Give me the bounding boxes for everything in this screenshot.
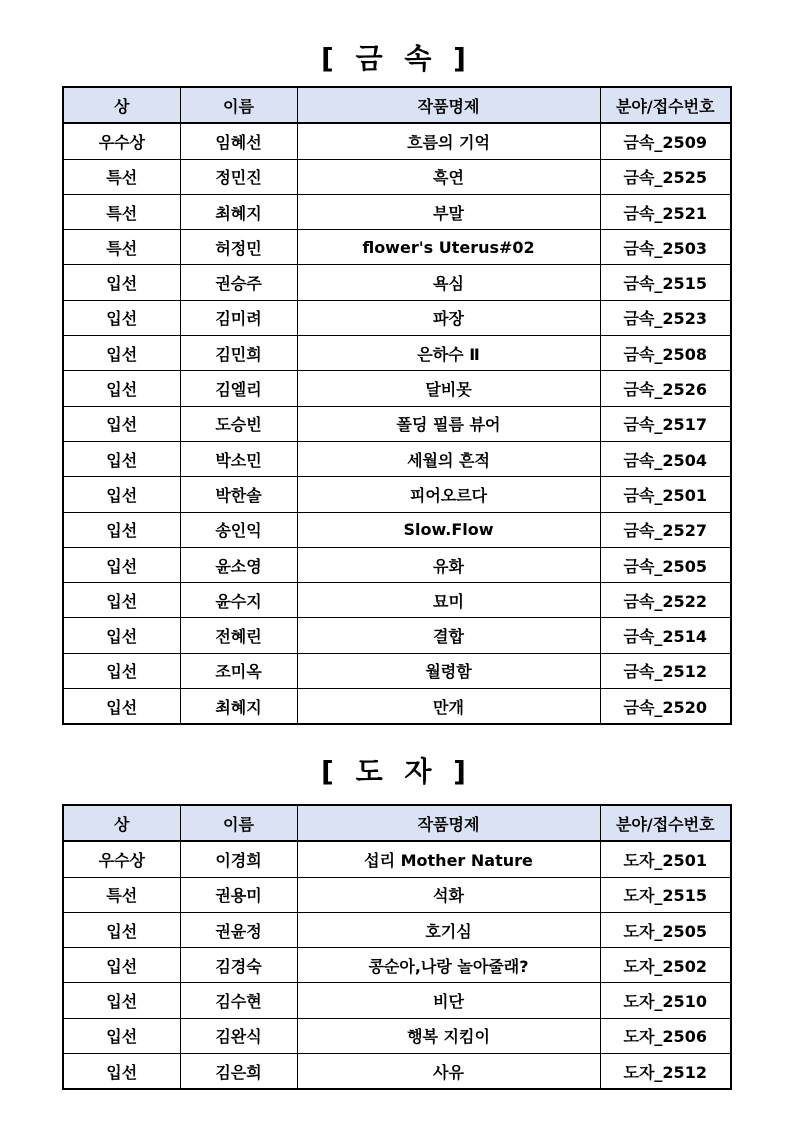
cell-work-title: 사유 — [297, 1054, 600, 1090]
cell-category-number: 금속_2527 — [600, 512, 731, 547]
cell-work-title: 흐름의 기억 — [297, 123, 600, 159]
cell-name: 임혜선 — [180, 123, 297, 159]
table-row — [63, 441, 731, 476]
cell-name: 송인익 — [180, 512, 297, 547]
cell-name: 김엘리 — [180, 371, 297, 406]
cell-category-number: 금속_2508 — [600, 336, 731, 371]
cell-work-title: 행복 지킴이 — [297, 1018, 600, 1053]
table-row — [63, 336, 731, 371]
cell-work-title: 세월의 흔적 — [297, 441, 600, 476]
cell-work-title: 피어오르다 — [297, 477, 600, 512]
table-row — [63, 912, 731, 947]
header-work-title: 작품명제 — [297, 805, 600, 841]
cell-award: 입선 — [63, 406, 180, 441]
cell-work-title: 흑연 — [297, 159, 600, 194]
table-row — [63, 123, 731, 159]
award-table-ceramic — [62, 804, 732, 1090]
cell-name: 최혜지 — [180, 689, 297, 725]
cell-name: 김미려 — [180, 300, 297, 335]
cell-award: 입선 — [63, 512, 180, 547]
cell-category-number: 금속_2522 — [600, 583, 731, 618]
cell-work-title: 월령함 — [297, 653, 600, 688]
cell-work-title: 비단 — [297, 983, 600, 1018]
header-award: 상 — [63, 805, 180, 841]
cell-work-title: 호기심 — [297, 912, 600, 947]
cell-name: 조미옥 — [180, 653, 297, 688]
table-row — [63, 653, 731, 688]
cell-name: 도승빈 — [180, 406, 297, 441]
cell-award: 입선 — [63, 618, 180, 653]
cell-name: 권윤정 — [180, 912, 297, 947]
cell-work-title: 만개 — [297, 689, 600, 725]
cell-work-title: 파장 — [297, 300, 600, 335]
cell-category-number: 금속_2503 — [600, 230, 731, 265]
table-row — [63, 230, 731, 265]
table-row — [63, 618, 731, 653]
cell-category-number: 금속_2525 — [600, 159, 731, 194]
table-row — [63, 948, 731, 983]
cell-work-title: 콩순아,나랑 놀아줄래? — [297, 948, 600, 983]
cell-category-number: 금속_2501 — [600, 477, 731, 512]
cell-category-number: 금속_2512 — [600, 653, 731, 688]
table-row — [63, 512, 731, 547]
cell-name: 권승주 — [180, 265, 297, 300]
cell-category-number: 도자_2505 — [600, 912, 731, 947]
cell-award: 입선 — [63, 547, 180, 582]
cell-work-title: 폴딩 필름 뷰어 — [297, 406, 600, 441]
table-row — [63, 265, 731, 300]
cell-name: 김민희 — [180, 336, 297, 371]
cell-award: 입선 — [63, 948, 180, 983]
cell-award: 입선 — [63, 441, 180, 476]
cell-work-title: 은하수 Ⅱ — [297, 336, 600, 371]
cell-name: 박소민 — [180, 441, 297, 476]
cell-category-number: 금속_2520 — [600, 689, 731, 725]
cell-award: 우수상 — [63, 841, 180, 877]
cell-work-title: 유화 — [297, 547, 600, 582]
table-row — [63, 194, 731, 229]
cell-work-title: 부말 — [297, 194, 600, 229]
cell-category-number: 도자_2506 — [600, 1018, 731, 1053]
cell-category-number: 금속_2505 — [600, 547, 731, 582]
table-row — [63, 300, 731, 335]
cell-award: 입선 — [63, 477, 180, 512]
cell-category-number: 금속_2523 — [600, 300, 731, 335]
table-row — [63, 841, 731, 877]
cell-category-number: 금속_2514 — [600, 618, 731, 653]
header-work-title: 작품명제 — [297, 87, 600, 123]
cell-award: 입선 — [63, 653, 180, 688]
cell-category-number: 금속_2526 — [600, 371, 731, 406]
cell-name: 김은희 — [180, 1054, 297, 1090]
cell-category-number: 도자_2501 — [600, 841, 731, 877]
header-category-number: 분야/접수번호 — [600, 805, 731, 841]
cell-name: 김경숙 — [180, 948, 297, 983]
section-title-metal: [ 금 속 ] — [321, 42, 472, 75]
section-title-ceramic: [ 도 자 ] — [321, 755, 472, 788]
cell-work-title: 달비못 — [297, 371, 600, 406]
cell-work-title: 섭리 Mother Nature — [297, 841, 600, 877]
header-name: 이름 — [180, 87, 297, 123]
cell-name: 허정민 — [180, 230, 297, 265]
cell-award: 우수상 — [63, 123, 180, 159]
cell-award: 입선 — [63, 689, 180, 725]
cell-category-number: 금속_2509 — [600, 123, 731, 159]
table-header-row — [63, 87, 731, 123]
table-row — [63, 877, 731, 912]
cell-category-number: 도자_2512 — [600, 1054, 731, 1090]
cell-name: 전혜린 — [180, 618, 297, 653]
cell-award: 입선 — [63, 1054, 180, 1090]
cell-name: 윤수지 — [180, 583, 297, 618]
table-row — [63, 583, 731, 618]
cell-work-title: 욕심 — [297, 265, 600, 300]
cell-name: 윤소영 — [180, 547, 297, 582]
cell-award: 입선 — [63, 336, 180, 371]
cell-award: 입선 — [63, 300, 180, 335]
header-category-number: 분야/접수번호 — [600, 87, 731, 123]
cell-name: 박한솔 — [180, 477, 297, 512]
table-body-ceramic — [63, 841, 731, 1089]
award-table-metal — [62, 86, 732, 725]
cell-name: 이경희 — [180, 841, 297, 877]
cell-work-title: flower's Uterus#02 — [297, 230, 600, 265]
cell-category-number: 금속_2521 — [600, 194, 731, 229]
table-row — [63, 477, 731, 512]
table-row — [63, 406, 731, 441]
table-row — [63, 983, 731, 1018]
header-name: 이름 — [180, 805, 297, 841]
cell-name: 김완식 — [180, 1018, 297, 1053]
cell-category-number: 금속_2504 — [600, 441, 731, 476]
table-row — [63, 547, 731, 582]
cell-name: 권용미 — [180, 877, 297, 912]
table-row — [63, 1018, 731, 1053]
table-body-metal — [63, 123, 731, 724]
cell-name: 김수현 — [180, 983, 297, 1018]
cell-work-title: 석화 — [297, 877, 600, 912]
cell-award: 입선 — [63, 912, 180, 947]
table-row — [63, 371, 731, 406]
cell-award: 입선 — [63, 371, 180, 406]
table-row — [63, 159, 731, 194]
table-row — [63, 1054, 731, 1090]
cell-award: 특선 — [63, 194, 180, 229]
cell-award: 입선 — [63, 265, 180, 300]
cell-category-number: 금속_2517 — [600, 406, 731, 441]
cell-work-title: 묘미 — [297, 583, 600, 618]
cell-category-number: 도자_2502 — [600, 948, 731, 983]
cell-name: 정민진 — [180, 159, 297, 194]
cell-category-number: 도자_2510 — [600, 983, 731, 1018]
cell-name: 최혜지 — [180, 194, 297, 229]
table-header-row — [63, 805, 731, 841]
cell-award: 특선 — [63, 877, 180, 912]
cell-category-number: 금속_2515 — [600, 265, 731, 300]
cell-award: 입선 — [63, 983, 180, 1018]
cell-award: 입선 — [63, 1018, 180, 1053]
cell-category-number: 도자_2515 — [600, 877, 731, 912]
cell-award: 입선 — [63, 583, 180, 618]
cell-work-title: Slow.Flow — [297, 512, 600, 547]
cell-award: 특선 — [63, 159, 180, 194]
cell-award: 특선 — [63, 230, 180, 265]
header-award: 상 — [63, 87, 180, 123]
table-row — [63, 689, 731, 725]
cell-work-title: 결합 — [297, 618, 600, 653]
